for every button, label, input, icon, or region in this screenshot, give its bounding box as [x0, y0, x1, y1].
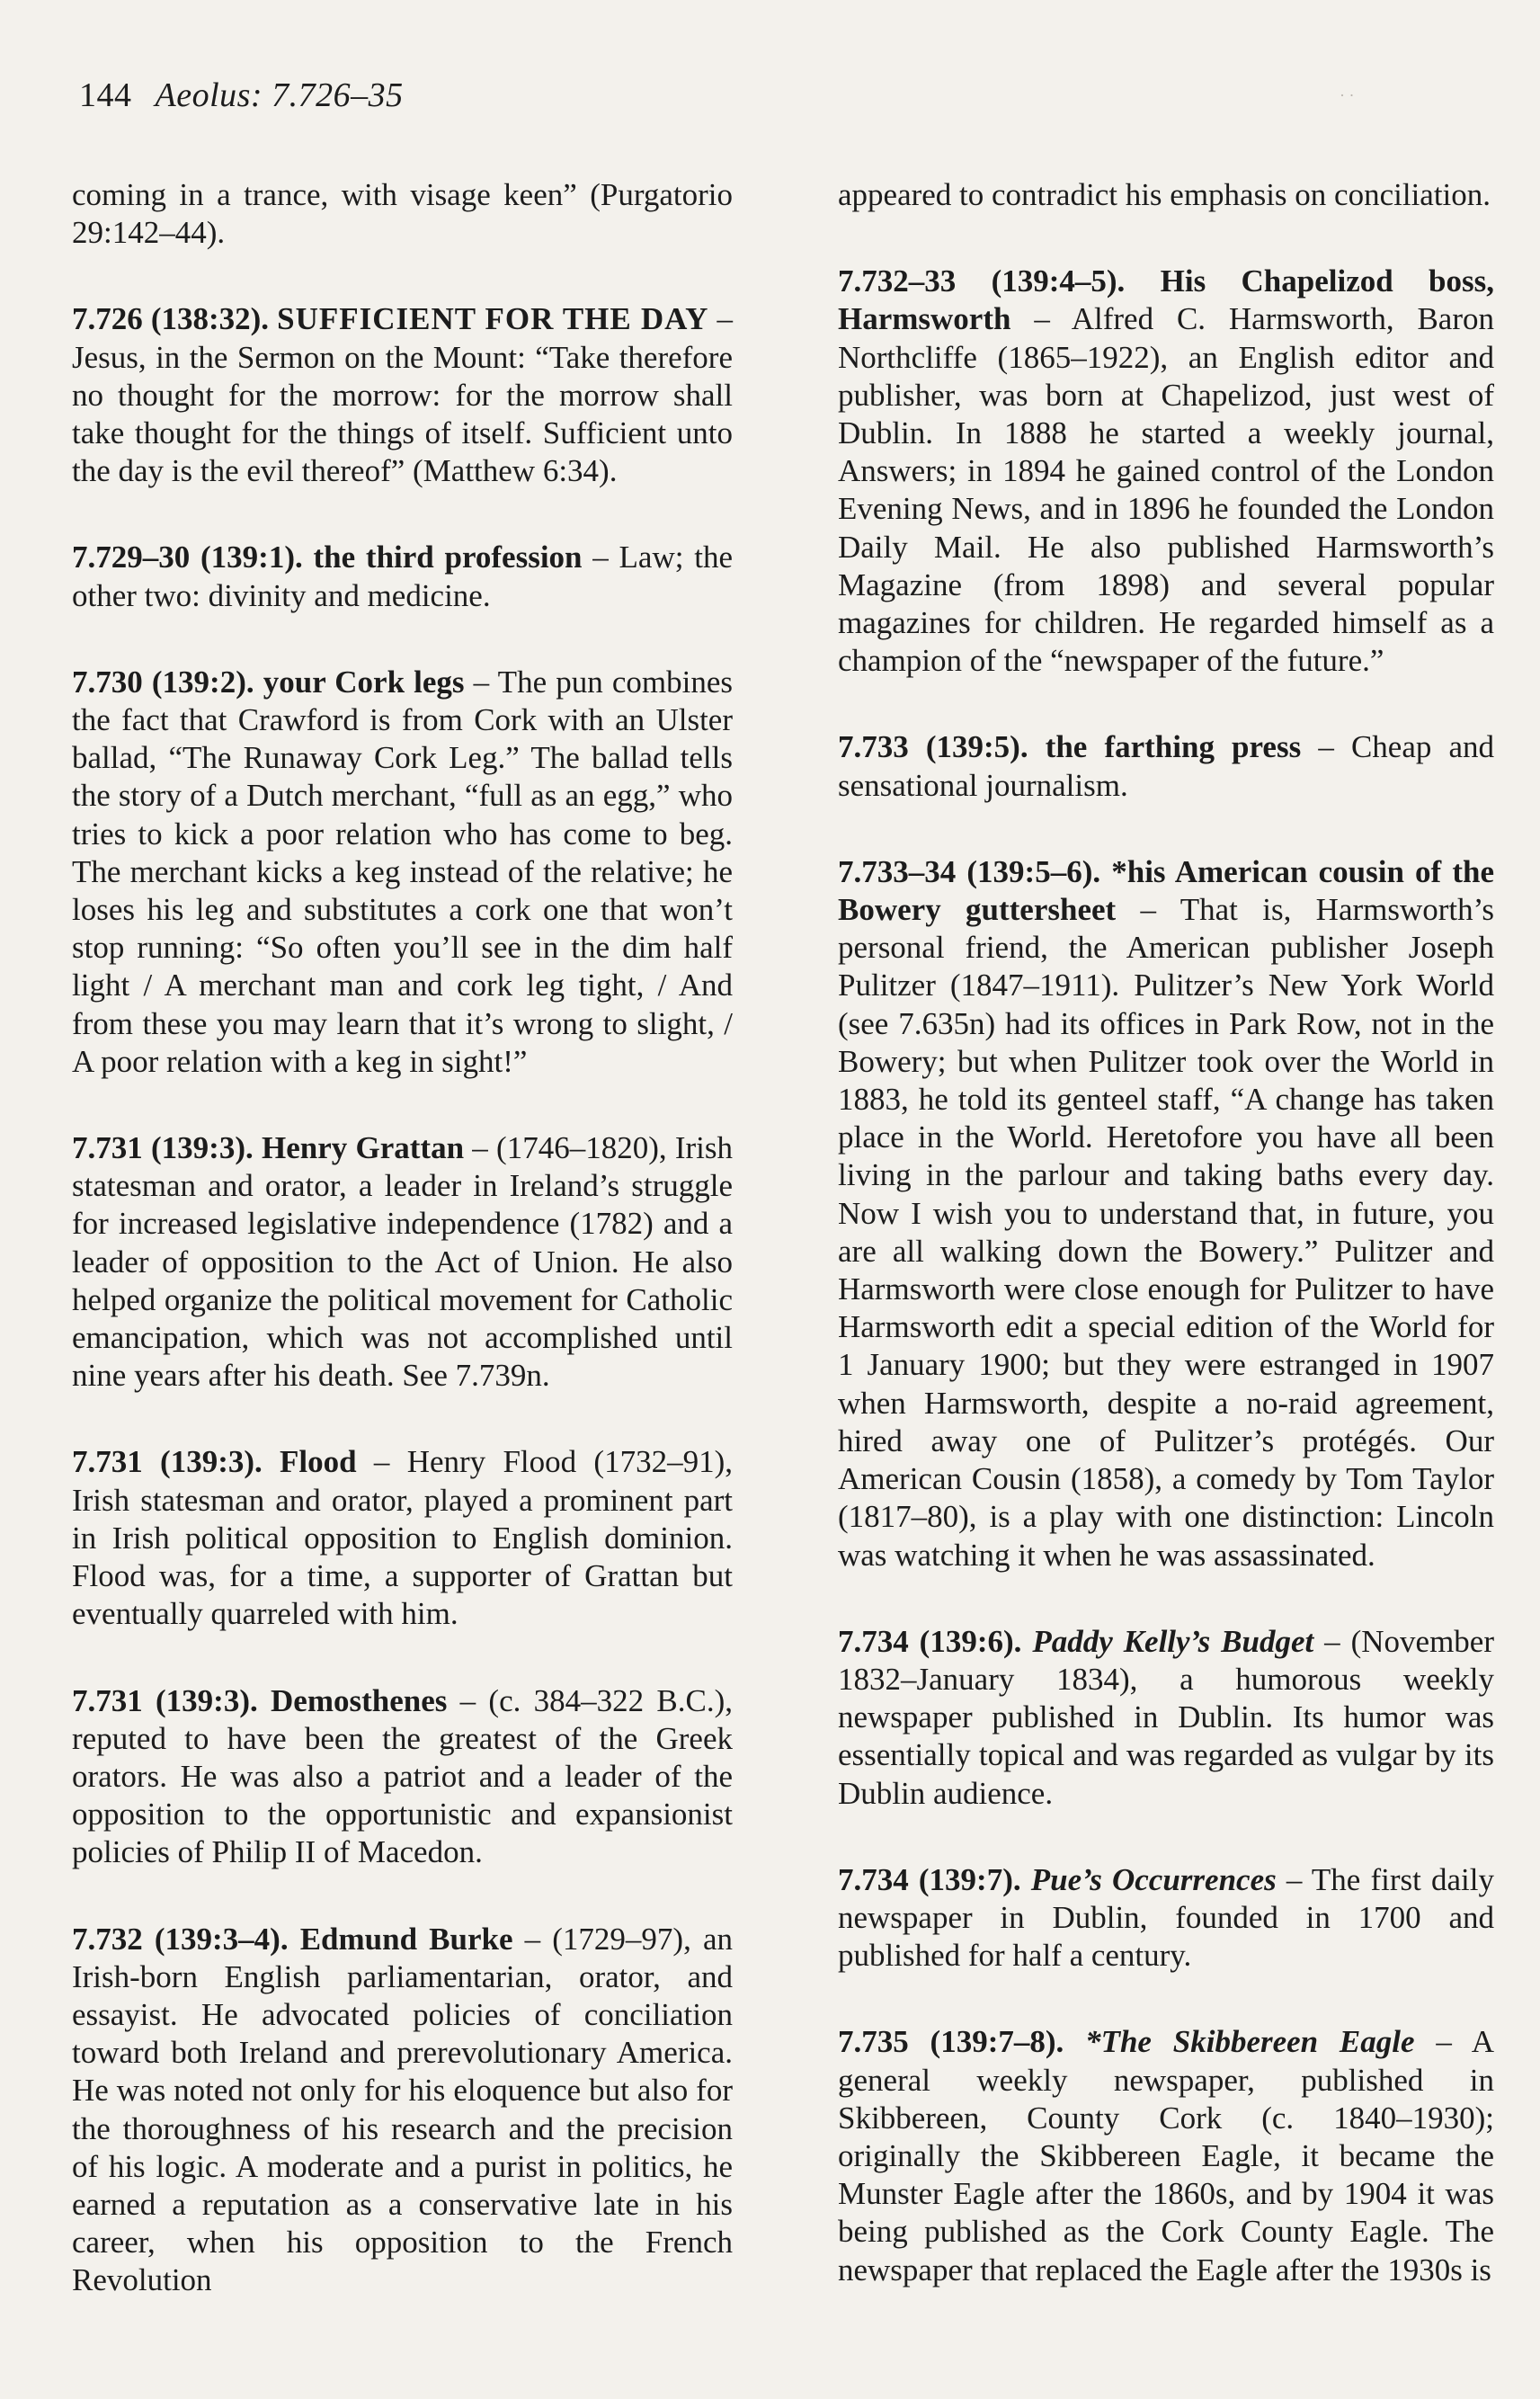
entry-text: – (November 1832–January 1834), a humorous weekly newspaper published in Dublin. Its humor was essentially topical and was regarded as vulgar by its Dublin audience. [838, 1623, 1494, 1811]
entry-text: – Henry Flood (1732–91), Irish statesman and orator, played a prominent part in Irish political opposition to English dominion. Flood was, for a time, a supporter of Grattan but eventually quarreled with him. [72, 1444, 733, 1632]
annotation-entry [72, 300, 733, 490]
annotation-entry [72, 1921, 733, 2300]
entry-text: – That is, Harmsworth’s personal friend, the American publisher Joseph Pulitzer (1847–1911). Pulitzer’s New York World (see 7.635n) had its offices in Park Row, not in the Bowery; but when Pulitzer took over the World in 1883, he told its genteel staff, “A change has taken place in the World. Heretofore you have all been living in the parlour and taking baths every day. Now I wish you to understand that, in future, you are all walking down the Bowery.” Pulitzer and Harmsworth were close enough for Pulitzer to have Harmsworth edit a special edition of the World for 1 January 1900; but they were estranged in 1907 when Harmsworth, despite a no-raid agreement, hired away one of Pulitzer’s protégés. Our American Cousin (1858), a comedy by Tom Taylor (1817–80), is a play with one distinction: Lincoln was watching it when he was assassinated. [838, 892, 1494, 1573]
running-head [79, 76, 404, 115]
page-number: 144 [79, 76, 132, 114]
annotation-entry [72, 1443, 733, 1633]
entry-lemma: your Cork legs [263, 664, 465, 700]
annotation-entry [838, 176, 1494, 214]
entry-reference: 7.729–30 (139:1). [72, 540, 314, 575]
entry-lemma: His Chapelizod boss, Harmsworth [838, 263, 1494, 337]
entry-reference: 7.731 (139:3). [72, 1682, 272, 1718]
annotation-entry [72, 1129, 733, 1395]
annotation-entry [838, 853, 1494, 1574]
entry-reference: 7.733 (139:5). [838, 729, 1046, 765]
annotation-entry [838, 1623, 1494, 1813]
annotation-entry [838, 263, 1494, 680]
annotation-entry [838, 2023, 1494, 2288]
entry-text: – (1746–1820), Irish statesman and orator, a leader in Ireland’s struggle for increased legislative independence (1782) and a leader of opposition to the Act of Union. He also helped organize the political movement for Catholic emancipation, which was not accomplished until nine years after his death. See 7.739n. [72, 1130, 734, 1394]
entry-text: – Cheap and sensational journalism. [838, 729, 1494, 803]
entry-reference: 7.731 (139:3). [72, 1444, 280, 1480]
entry-text: – (c. 384–322 B.C.), reputed to have been the greatest of the Greek orators. He was also a patriot and a leader of the opposition to the opportunistic and expansionist policies of Philip II of Macedon. [72, 1682, 733, 1870]
left-column [72, 176, 733, 2300]
entry-reference: 7.734 (139:6). [838, 1623, 1033, 1659]
annotation-entry [72, 664, 733, 1081]
annotation-entry [72, 1682, 733, 1872]
entry-text: – Alfred C. Harmsworth, Baron Northcliffe (1865–1922), an English editor and publisher, was born at Chapelizod, just west of Dublin. In 1888 he started a weekly journal, Answers; in 1894 he gained control of the London Evening News, and in 1896 he founded the London Daily Mail. He also published Harmsworth’s Magazine (from 1898) and several popular magazines for children. He regarded himself as a champion of the “newspaper of the future.” [838, 301, 1494, 679]
entry-reference: 7.730 (139:2). [72, 664, 263, 700]
entry-lemma: Edmund Burke [299, 1921, 513, 1957]
entry-lemma: the farthing press [1045, 729, 1302, 765]
entry-text: coming in a trance, with visage keen” (Purgatorio 29:142–44). [72, 177, 733, 251]
entry-reference: 7.732 (139:3–4). [72, 1921, 300, 1957]
entry-text: – A general weekly newspaper, published in Skibbereen, County Cork (c. 1840–1930); originally the Skibbereen Eagle, it became the Munster Eagle after the 1860s, and by 1904 it was being published as the Cork County Eagle. The newspaper that replaced the Eagle after the 1930s is [838, 2024, 1494, 2288]
entry-reference: 7.735 (139:7–8). [838, 2024, 1086, 2060]
entry-text: – The pun combines the fact that Crawford is from Cork with an Ulster ballad, “The Runaway Cork Leg.” The ballad tells the story of a Dutch merchant, “full as an egg,” who tries to kick a poor relation who has come to beg. The merchant kicks a keg instead of the relative; he loses his leg and substitutes a cork one that won’t stop running: “So often you’ll see in the dim half light / A merchant man and cork leg tight, / And from these you may learn that it’s wrong to slight, / A poor relation with a keg in sight!” [72, 664, 734, 1079]
entry-text: – (1729–97), an Irish-born English parliamentarian, orator, and essayist. He advocated policies of conciliation toward both Ireland and prerevolutionary America. He was noted not only for his eloquence but also for the thoroughness of his research and the precision of his logic. A moderate and a purist in politics, he earned a reputation as a conservative late in his career, when his opposition to the French Revolution [72, 1921, 733, 2298]
entry-lemma: Henry Grattan [261, 1130, 465, 1166]
entry-text: – Law; the other two: divinity and medicine. [72, 540, 733, 613]
annotation-entry [838, 728, 1494, 804]
entry-reference: 7.726 (138:32). [72, 301, 278, 337]
entry-text: – The first daily newspaper in Dublin, founded in 1700 and published for half a century. [838, 1861, 1494, 1974]
entry-lemma: *his American cousin of the Bowery guttersheet [838, 853, 1494, 928]
entry-text: appeared to contradict his emphasis on conciliation. [838, 177, 1491, 212]
annotation-entry [72, 176, 733, 252]
entry-lemma: SUFFICIENT FOR THE DAY [277, 301, 709, 337]
entry-lemma: Demosthenes [271, 1682, 448, 1718]
entry-lemma: *The Skibbereen Eagle [1085, 2024, 1415, 2060]
annotation-entry [72, 539, 733, 614]
entry-lemma: the third profession [313, 540, 583, 575]
entry-lemma: Pue’s Occurrences [1030, 1861, 1277, 1897]
entry-lemma: Flood [280, 1444, 357, 1480]
entry-reference: 7.732–33 (139:4–5). [838, 263, 1161, 299]
entry-reference: 7.734 (139:7). [838, 1861, 1031, 1897]
entry-text: – Jesus, in the Sermon on the Mount: “Take therefore no thought for the morrow: for the morrow shall take thought for the things of itself. Sufficient unto the day is the evil thereof” (Matthew 6:34). [72, 301, 734, 489]
annotation-entry [838, 1861, 1494, 1975]
entry-reference: 7.731 (139:3). [72, 1130, 262, 1166]
right-column [838, 176, 1494, 2289]
entry-reference: 7.733–34 (139:5–6). [838, 853, 1112, 889]
corner-mark: · · [1340, 86, 1355, 104]
entry-lemma: Paddy Kelly’s Budget [1032, 1623, 1314, 1659]
section-title: Aeolus: 7.726–35 [155, 76, 404, 114]
